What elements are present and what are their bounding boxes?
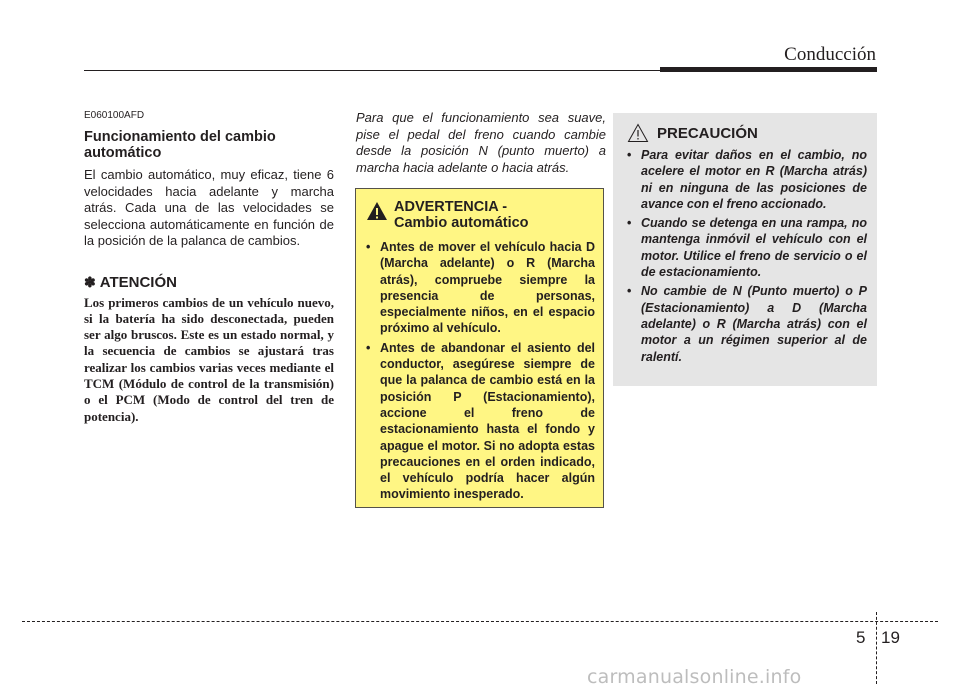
shifting-tip: Para que el funcionamiento sea suave, pise el pedal del freno cuando cambie desde la posición N (punto muerto) a marcha hacia adelante o hacia atrás.	[356, 110, 606, 175]
attention-title: ATENCIÓN	[99, 273, 177, 291]
footer-page-divider	[876, 612, 877, 684]
attention-text: Los primeros cambios de un vehículo nuevo, si la batería ha sido desconectada, pueden ser algo bruscos. Este es un estado normal, y la secuencia de cambios se ajustará tras realizar los cambios varias veces mediante el TCM (Módulo de control de la transmisión) o el PCM (Modo de control del tren de potencia).	[84, 294, 334, 424]
warning-item: • Antes de mover el vehículo hacia D (Marcha adelante) o R (Marcha atrás), compruebe siempre la presencia de personas, especialmente niños, en el espacio próximo al vehículo.	[366, 239, 595, 337]
warning-box	[355, 188, 604, 508]
caution-item: • Cuando se detenga en una rampa, no mantenga inmóvil el vehículo con el motor. Utilice el freno de servicio o el de estacionamiento.	[627, 215, 867, 280]
warning-item: • Antes de abandonar el asiento del conductor, asegúrese siempre de que la palanca de cambio está en la posición P (Estacionamiento), accione el freno de estacionamiento hasta el fondo y apague el motor. Si no adopta estas precauciones en el orden indicado, el vehículo podría hacer algún movimiento inesperado.	[366, 340, 595, 503]
caution-item: • No cambie de N (Punto muerto) o P (Estacionamiento) a D (Marcha adelante) o R (Marcha atrás) con el motor a un régimen superior al de ralentí.	[627, 283, 867, 364]
warning-heading	[366, 199, 595, 231]
caution-heading	[627, 123, 867, 143]
attention-star-icon: ✽	[84, 273, 96, 290]
warning-title	[394, 199, 529, 231]
caution-item: • Para evitar daños en el cambio, no acelere el motor en R (Marcha atrás) ni en ninguna de las posiciones de avance con el freno accionado.	[627, 147, 867, 212]
warning-triangle-icon	[366, 201, 388, 221]
section-code: E060100AFD	[84, 110, 145, 121]
caution-list	[627, 147, 867, 365]
page-header-title: Conducción	[784, 44, 876, 65]
page-number: 19	[881, 628, 900, 647]
attention-heading	[84, 274, 334, 291]
left-column	[84, 110, 334, 425]
page-section-number: 5	[856, 628, 866, 647]
caution-title: PRECAUCIÓN	[657, 124, 758, 142]
header-rule-thick	[660, 67, 877, 72]
section-title: Funcionamiento del cambio automático	[84, 129, 276, 161]
warning-title-line1: ADVERTENCIA -	[394, 199, 508, 215]
warning-list	[366, 239, 595, 503]
footer-dashed-rule	[22, 621, 938, 622]
header-rule-thin	[84, 70, 664, 71]
warning-title-line2: Cambio automático	[394, 215, 529, 231]
section-body: El cambio automático, muy eficaz, tiene 6 velocidades hacia adelante y marcha atrás. Cada una de las velocidades se selecciona automáticamente en función de la posición de la palanca de cambios.	[84, 167, 334, 248]
caution-box	[613, 113, 877, 386]
caution-triangle-icon	[627, 123, 649, 143]
watermark-text: carmanualsonline.info	[587, 666, 802, 688]
middle-column	[356, 110, 606, 176]
